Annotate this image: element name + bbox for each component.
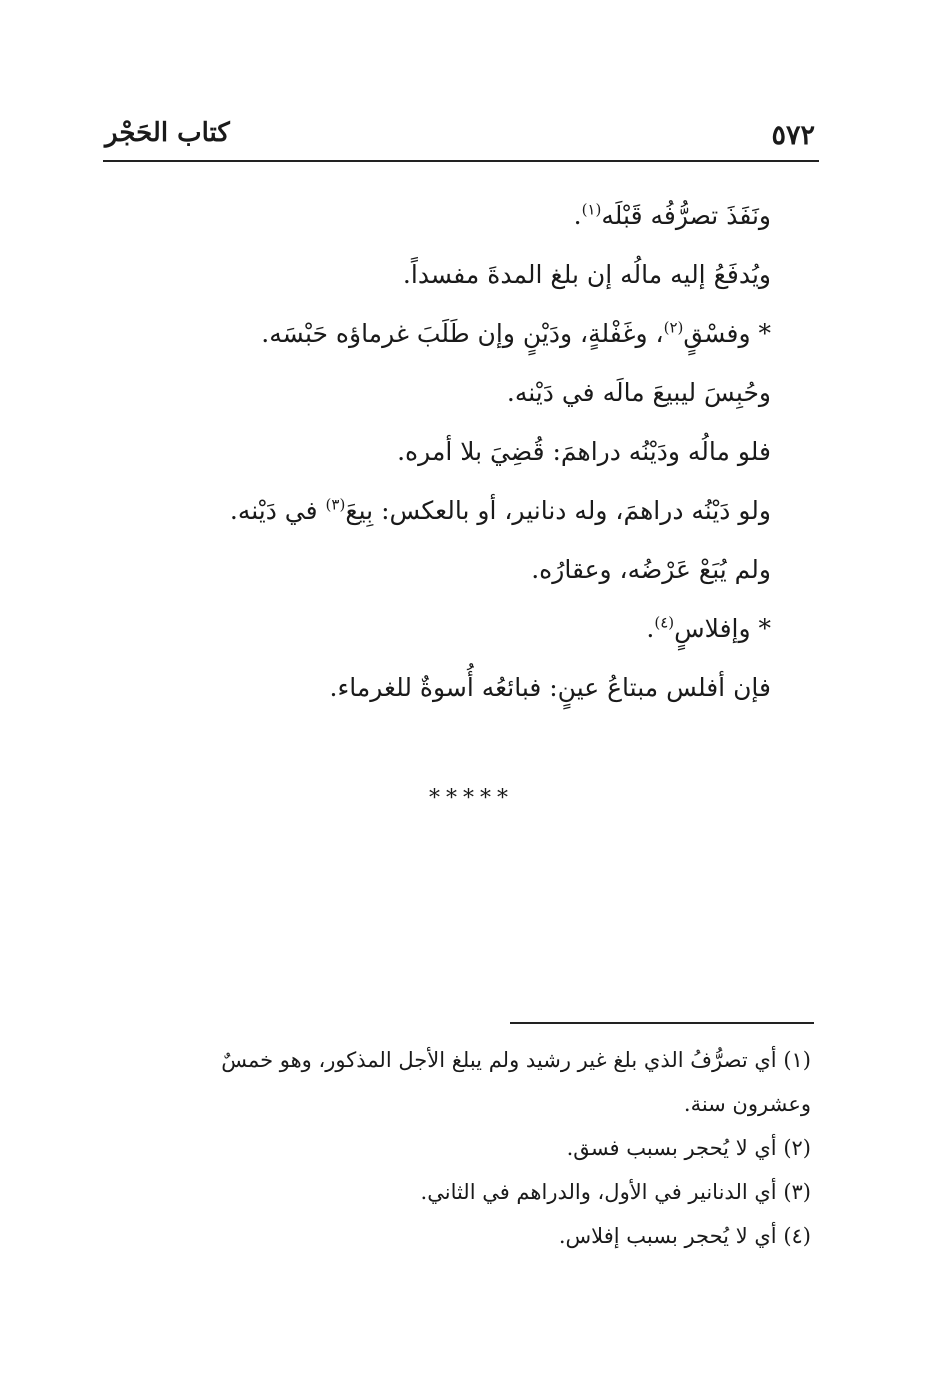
footnote: (٤) أي لا يُحجر بسبب إفلاس. <box>558 1224 811 1248</box>
footnote-number: (١) <box>783 1048 811 1072</box>
separator-stars: ***** <box>429 786 514 811</box>
footnote-number: (٤) <box>783 1224 811 1248</box>
footnote: (٢) أي لا يُحجر بسبب فسق. <box>566 1136 811 1160</box>
page-header <box>103 112 819 162</box>
footnote-divider <box>510 1022 814 1024</box>
text-line: ويُدفَعُ إليه مالُه إن بلغ المدةَ مفسداً. <box>402 260 771 289</box>
running-title: كتاب الحَجْر <box>105 118 230 148</box>
page-number: ٥٧٢ <box>771 120 815 151</box>
footnote: (١) أي تصرُّفُ الذي بلغ غير رشيد ولم يبلغ الأجل المذكور، وهو خمسٌ <box>221 1048 811 1072</box>
text-line: فإن أفلس مبتاعُ عينٍ: فبائعُه أُسوةٌ للغرماء. <box>329 673 771 702</box>
text-line: ونَفَذَ تصرُّفُه قَبْلَه$^{(١)}$. <box>573 200 771 230</box>
text-line: ولو دَيْنُه دراهمَ، وله دنانير، أو بالعكس: بِيعَ$^{(٣)}$ في دَيْنه. <box>229 495 771 525</box>
text-line: ولم يُبَعْ عَرْضُه، وعقارُه. <box>531 555 771 584</box>
section-separator <box>0 786 943 811</box>
footnote-ref[interactable]: (١) <box>581 200 602 219</box>
footnote-ref[interactable]: (٤) <box>654 613 675 632</box>
footnotes <box>111 1038 811 1258</box>
footnote-ref[interactable]: (٢) <box>663 318 684 337</box>
footnote-number: (٢) <box>783 1136 811 1160</box>
text-line: * وإفلاسٍ$^{(٤)}$. <box>646 613 771 643</box>
footnote-continuation: وعشرون سنة. <box>683 1092 811 1116</box>
text-line: وحُبِسَ ليبيعَ مالَه في دَيْنه. <box>506 378 771 407</box>
text-line: فلو مالُه ودَيْنُه دراهمَ: قُضِيَ بلا أمره. <box>397 437 771 466</box>
text-line: * وفسْقٍ$^{(٢)}$، وغَفْلةٍ، ودَيْنٍ وإن طَلَبَ غرماؤه حَبْسَه. <box>261 318 771 348</box>
main-text <box>151 186 771 717</box>
footnote-number: (٣) <box>783 1180 811 1204</box>
footnote-ref[interactable]: (٣) <box>325 495 346 514</box>
footnote: (٣) أي الدنانير في الأول، والدراهم في الثاني. <box>420 1180 811 1204</box>
